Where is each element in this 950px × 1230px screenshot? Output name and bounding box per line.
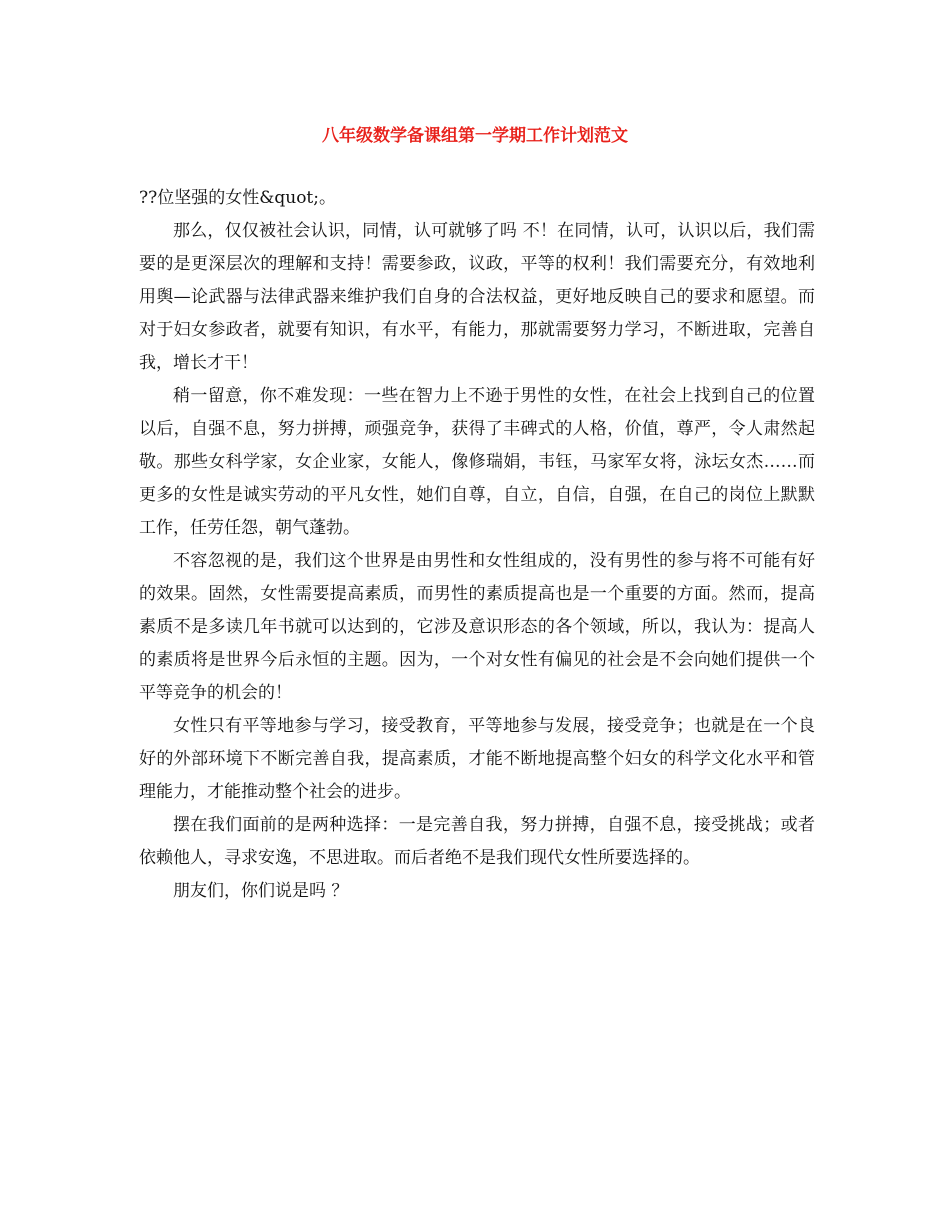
paragraph-1: ??位坚强的女性&quot;。: [139, 188, 336, 208]
paragraph-7: 朋友们，你们说是吗 ？: [173, 881, 349, 901]
paragraph-2: 那么，仅仅被社会认识，同情，认可就够了吗 不！在同情，认可，认识以后，我们需要的是更深层次的理解和支持！需要参政，议政，平等的权利！我们需要充分，有效地利用舆—论武器与法律武器来维护我们自身的合法权益，更好地反映自己的要求和愿望。而对于妇女参政者，就要有知识，有水平，有能力，那就需要努力学习，不断进取，完善自我，增长才干！: [139, 221, 815, 373]
paragraph-5: 女性只有平等地参与学习，接受教育，平等地参与发展，接受竞争；也就是在一个良好的外部环境下不断完善自我，提高素质，才能不断地提高整个妇女的科学文化水平和管理能力，才能推动整个社会的进步。: [139, 716, 815, 802]
paragraph-4: 不容忽视的是，我们这个世界是由男性和女性组成的，没有男性的参与将不可能有好的效果。固然，女性需要提高素质，而男性的素质提高也是一个重要的方面。然而，提高素质不是多读几年书就可以达到的，它涉及意识形态的各个领域，所以，我认为：提高人的素质将是世界今后永恒的主题。因为，一个对女性有偏见的社会是不会向她们提供一个平等竞争的机会的！: [139, 551, 815, 703]
paragraph-3: 稍一留意，你不难发现：一些在智力上不逊于男性的女性，在社会上找到自己的位置以后，自强不息，努力拼搏，顽强竞争，获得了丰碑式的人格，价值，尊严，令人肃然起敬。那些女科学家，女企业家，女能人，像修瑞娟，韦钰，马家军女将，泳坛女杰……而更多的女性是诚实劳动的平凡女性，她们自尊，自立，自信，自强，在自己的岗位上默默工作，任劳任怨，朝气蓬勃。: [139, 386, 815, 538]
document-body: [139, 182, 815, 908]
paragraph-6: 摆在我们面前的是两种选择：一是完善自我，努力拼搏，自强不息，接受挑战；或者依赖他人，寻求安逸，不思进取。而后者绝不是我们现代女性所要选择的。: [139, 815, 815, 868]
document-title: 八年级数学备课组第一学期工作计划范文: [322, 126, 628, 146]
